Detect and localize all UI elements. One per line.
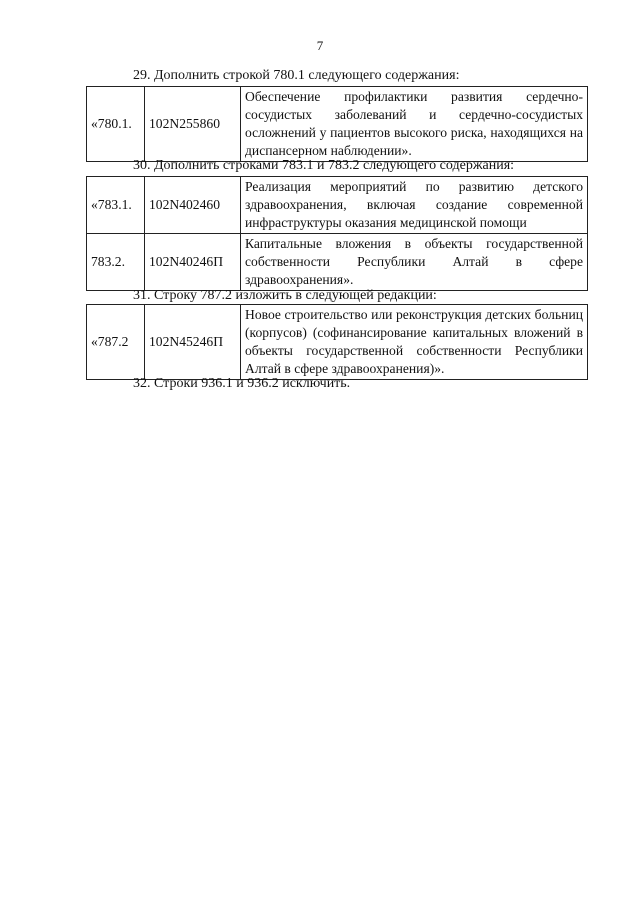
item-32-paragraph: 32. Строки 936.1 и 936.2 исключить. <box>133 376 351 391</box>
table-row <box>87 87 588 162</box>
row-number: 783.2. <box>87 234 145 291</box>
row-description: Капитальные вложения в объекты государственной собственности Республики Алтай в сфере здравоохранения». <box>241 234 588 291</box>
table-row <box>87 305 588 380</box>
row-code: 102N40246П <box>145 234 241 291</box>
row-description: Реализация мероприятий по развитию детского здравоохранения, включая создание современной инфраструктуры оказания медицинской помощи <box>241 177 588 234</box>
table-row <box>87 234 588 291</box>
row-number: «783.1. <box>87 177 145 234</box>
row-number: «787.2 <box>87 305 145 380</box>
row-description: Новое строительство или реконструкция детских больниц (корпусов) (софинансирование капитальных вложений в объекты государственной собственности Республики Алтай в сфере здравоохранения)». <box>241 305 588 380</box>
row-number: «780.1. <box>87 87 145 162</box>
table-783 <box>86 176 588 291</box>
table-780-1 <box>86 86 588 162</box>
page-number: 7 <box>316 38 324 53</box>
row-code: 102N255860 <box>145 87 241 162</box>
row-code: 102N45246П <box>145 305 241 380</box>
table-787-2 <box>86 304 588 380</box>
item-31-heading: 31. Строку 787.2 изложить в следующей редакции: <box>133 288 437 303</box>
row-code: 102N402460 <box>145 177 241 234</box>
table-row <box>87 177 588 234</box>
row-description: Обеспечение профилактики развития сердечно-сосудистых заболеваний и сердечно-сосудистых осложнений у пациентов высокого риска, находящихся на диспансерном наблюдении». <box>241 87 588 162</box>
item-30-heading: 30. Дополнить строками 783.1 и 783.2 следующего содержания: <box>133 158 515 173</box>
item-29-heading: 29. Дополнить строкой 780.1 следующего содержания: <box>133 68 460 83</box>
